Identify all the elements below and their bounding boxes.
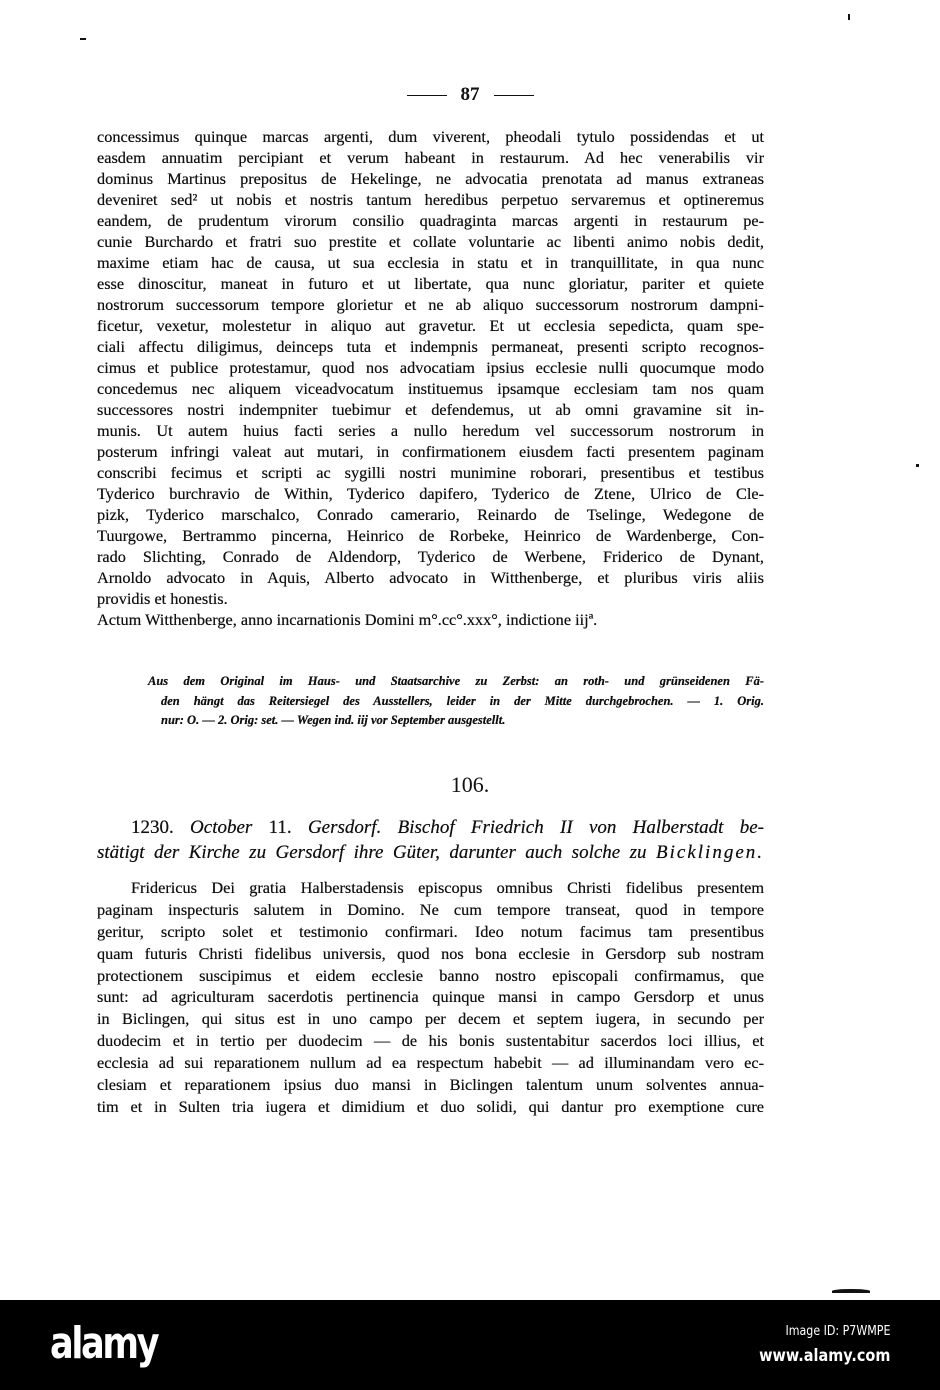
text-line: concedemus nec aliquem viceadvocatum instituemus ipsamque ecclesiam tam nos quam: [97, 379, 764, 398]
text-line: posterum infringi valeat aut mutari, in confirmationem eiusdem facti presentem paginam: [97, 442, 764, 461]
document-number: 106.: [450, 772, 490, 797]
note-line: Aus dem Original im Haus- und Staatsarchive zu Zerbst: an roth- und grünseidenen Fä-: [148, 674, 764, 688]
text-line: pizk, Tyderico marschalco, Conrado camerario, Reinardo de Tselinge, Wedegone de: [97, 505, 764, 524]
heading-day: 11.: [268, 817, 292, 838]
text-line: duodecim et in tertio per duodecim — de his bonis sustentabitur sacerdos loci illius, et: [97, 1031, 764, 1051]
text-line: protectionem suscipimus et eidem ecclesie banno nostro episcopali confirmamus, que: [97, 965, 764, 985]
text-line: munis. Ut autem huius facti series a nullo heredum vel successorum nostrorum in: [97, 421, 764, 440]
text-line: Arnoldo advocato in Aquis, Alberto advocato in Witthenberge, et pluribus viris aliis: [97, 568, 764, 587]
heading-place: Bicklingen.: [656, 842, 765, 863]
watermark-bar: [0, 1300, 940, 1390]
editorial-notes: [148, 672, 764, 731]
document-heading: [97, 815, 764, 865]
text-line: quam futuris Christi fidelibus universis, quod nos bona ecclesie in Gersdorp sub nostram: [97, 943, 764, 963]
scan-speck: [848, 14, 850, 20]
text-line: dominus Martinus prepositus de Hekelinge, ne advocatia prenotata ad manus extraneas: [97, 169, 764, 188]
charter-text-continued: [97, 126, 764, 630]
heading-line-2: [97, 840, 764, 865]
text-line: Tyderico burchravio de Within, Tyderico dapifero, Tyderico de Ztene, Ulrico de Cle-: [97, 484, 764, 503]
text-line: maxime etiam hac de causa, ut sua ecclesia in statu et in tranquillitate, in qua nunc: [97, 253, 764, 272]
text-line: paginam inspecturis salutem in Domino. Ne cum tempore transeat, quod in tempore: [97, 899, 764, 919]
text-line: easdem annuatim percipiant et verum habeant in restaurum. Ad hec venerabilis vir: [97, 148, 764, 167]
text-line: Fridericus Dei gratia Halberstadensis episcopus omnibus Christi fidelibus presentem: [131, 878, 764, 897]
text-line: clesiam et reparationem ipsius duo mansi in Biclingen talentum unum solventes annua-: [97, 1075, 764, 1095]
scan-speck: [832, 1289, 870, 1293]
watermark-url: www.alamy.com: [758, 1346, 890, 1366]
text-line: successores nostri indempniter tuebimur et defendemus, ut ab omni gravamine sit in-: [97, 400, 764, 419]
text-line: eandem, de prudentum virorum consilio quadraginta marcas argenti in restaurum pe-: [97, 211, 764, 230]
text-line: sunt: ad agriculturam sacerdotis pertinencia quinque mansi in campo Gersdorp et unus: [97, 987, 764, 1007]
text-line: rado Slichting, Conrado de Aldendorp, Tyderico de Werbene, Friderico de Dynant,: [97, 547, 764, 566]
page-number: [0, 84, 940, 106]
image-id: Image ID: P7WMPE: [785, 1324, 890, 1339]
text-line: cimus et publice protestamur, quod nos advocatiam ipsius ecclesie nulli quocumque modo: [97, 358, 764, 377]
heading-month: October: [190, 817, 253, 838]
heading-line-1: [97, 815, 764, 840]
text-line: Actum Witthenberge, anno incarnationis Domini m°.cc°.xxx°, indictione iijª.: [97, 610, 598, 629]
text-line: conscribi fecimus et scripti ac sygilli nostri munimine roborari, presentibus et testibus: [97, 463, 764, 482]
text-line: ecclesia ad sui reparationem nullum ad ea respectum habebit — ad illuminandam vero ec-: [97, 1053, 764, 1073]
text-line: Tuurgowe, Bertrammo pincerna, Heinrico de Rorbeke, Heinrico de Wardenberge, Con-: [97, 526, 764, 545]
page-number-text: 87: [460, 84, 480, 105]
text-line: in Biclingen, qui situs est in uno campo per decem et septem iugera, in secundo per: [97, 1009, 764, 1029]
text-line: concessimus quinque marcas argenti, dum viverent, pheodali tytulo possidendas et ut: [97, 127, 764, 146]
charter-text-106: [97, 877, 764, 1118]
text-line: geritur, scripto solet et testimonio confirmari. Ideo notum facimus tam presentibus: [97, 921, 764, 941]
text-line: esse dinoscitur, maneat in futuro et ut libertate, qua nunc gloriatur, pariter et quiete: [97, 274, 764, 293]
heading-summary-1: Gersdorf. Bischof Friedrich II von Halberstadt be-: [307, 817, 765, 838]
text-line: deveniret sed² ut nobis et nostris tantum heredibus perpetuo servaremus et optineremus: [97, 190, 764, 209]
note-line: nur: O. — 2. Orig: set. — Wegen ind. iij vor September ausgestellt.: [161, 713, 506, 727]
note-line: den hängt das Reitersiegel des Ausstellers, leider in der Mitte durchgebrochen. — 1. Orig.: [161, 693, 764, 708]
text-line: tim et in Sulten tria iugera et dimidium et duo solidi, qui dantur pro exemptione cure: [97, 1096, 764, 1116]
text-line: ciali affectu diligimus, deinceps tuta et indempnis permaneat, presenti scripto recognos-: [97, 337, 764, 356]
heading-summary-2: stätigt der Kirche zu Gersdorf ihre Güter, darunter auch solche zu: [97, 842, 647, 863]
scan-speck: [916, 464, 919, 467]
text-line: nostrorum successorum tempore glorietur et ne ab aliquo successorum nostrorum dampni-: [97, 295, 764, 314]
scan-speck: [80, 38, 86, 40]
text-line: ficetur, vexetur, molestetur in aliquo aut gravetur. Et ut ecclesia sepedicta, quam spe-: [97, 316, 764, 335]
text-line: providis et honestis.: [97, 589, 228, 608]
text-line: cunie Burchardo et fratri suo prestite et collate voluntarie ac libenti animo nobis dedit,: [97, 232, 764, 251]
heading-year: 1230.: [131, 817, 174, 838]
alamy-logo: alamy: [50, 1318, 158, 1369]
